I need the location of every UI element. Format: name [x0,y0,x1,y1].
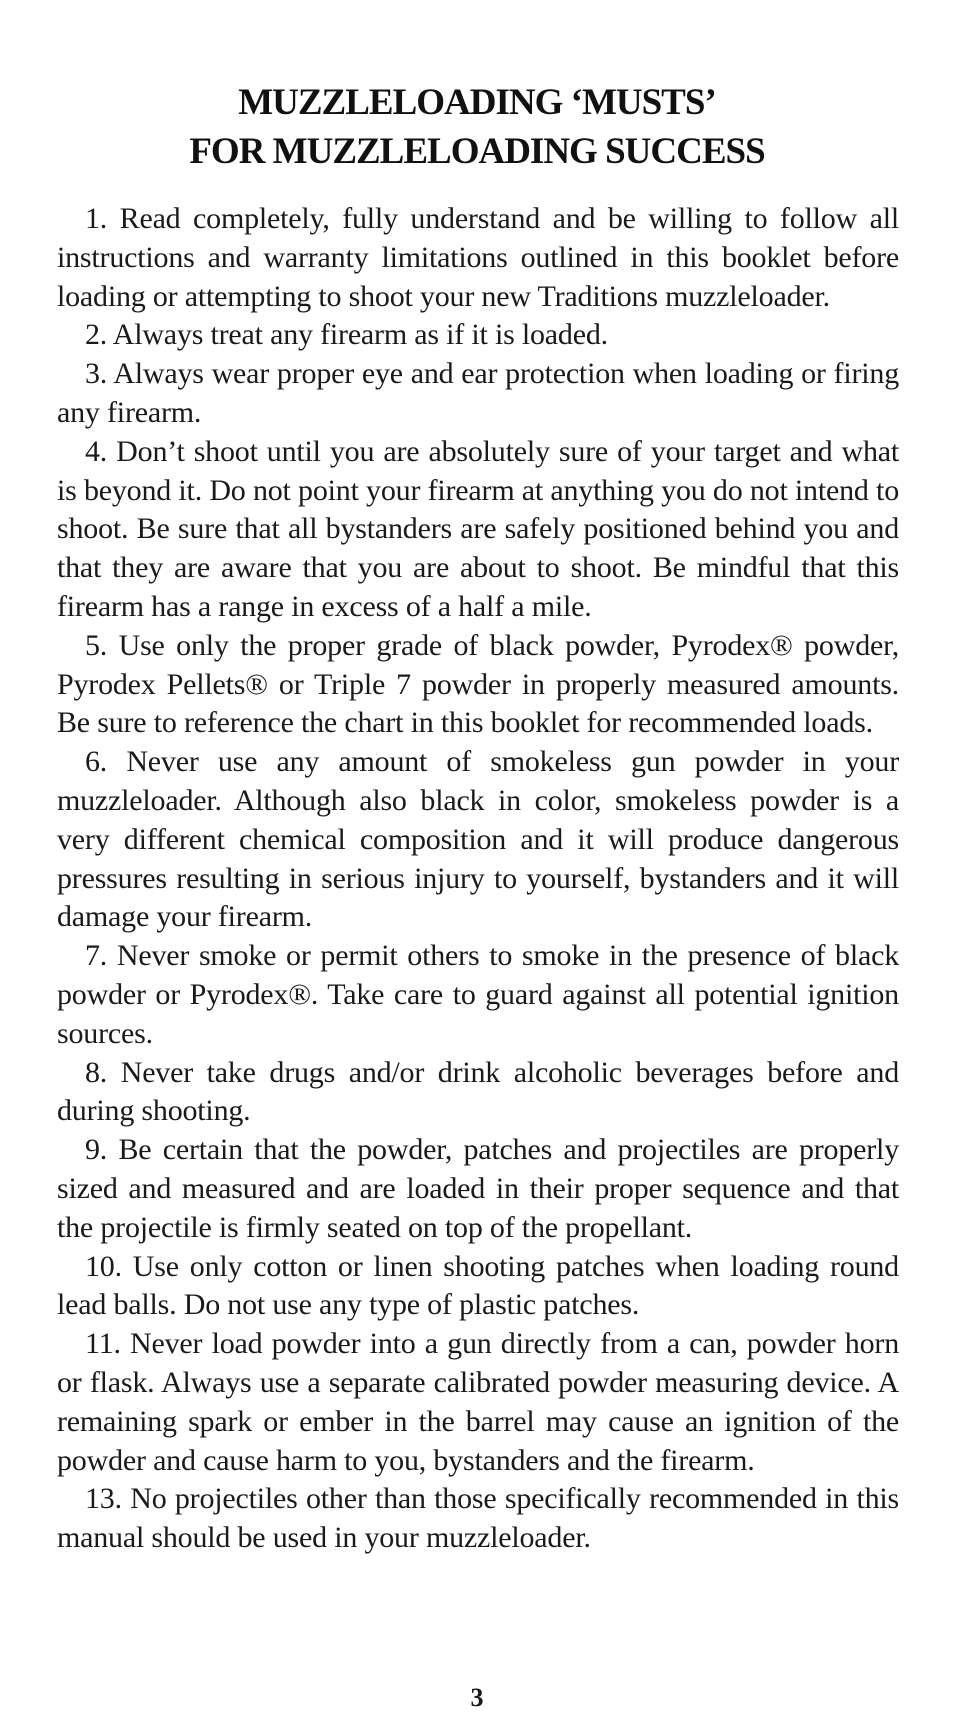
list-item: 13. No projectiles other than those specifically recommended in this manual should be used in your muzzleloader. [57,1482,899,1555]
list-item: 11. Never load powder into a gun directly from a can, powder horn or flask. Always use a separate calibrated powder measuring device. A remaining spark or ember in the barrel may cause an ignition of the powder and cause harm to you, bystanders and the firearm. [57,1327,899,1477]
page-number: 3 [470,1683,484,1712]
title-line-2: FOR MUZZLELOADING SUCCESS [189,131,765,172]
musts-list [57,200,899,1558]
list-item: 9. Be certain that the powder, patches and projectiles are properly sized and measured and are loaded in their proper sequence and that the projectile is firmly seated on top of the propellant. [57,1133,899,1244]
list-item: 3. Always wear proper eye and ear protection when loading or firing any firearm. [57,357,899,429]
list-item: 2. Always treat any firearm as if it is loaded. [85,318,608,352]
title-line-1: MUZZLELOADING ‘MUSTS’ [238,82,716,123]
list-item: 10. Use only cotton or linen shooting patches when loading round lead balls. Do not use any type of plastic patches. [57,1249,899,1322]
list-item: 5. Use only the proper grade of black powder, Pyrodex® powder, Pyrodex Pellets® or Triple 7 powder in properly measured amounts. Be sure to reference the chart in this booklet for recommended loads. [57,628,899,740]
page-title [0,78,954,176]
list-item: 7. Never smoke or permit others to smoke in the presence of black powder or Pyrodex®. Take care to guard against all potential ignition sources. [57,939,899,1050]
list-item: 4. Don’t shoot until you are absolutely sure of your target and what is beyond it. Do not point your firearm at anything you do not intend to shoot. Be sure that all bystanders are safely positioned behind you and that they are aware that you are about to shoot. Be mindful that this firearm has a range in excess of a half a mile. [57,434,899,623]
list-item: 1. Read completely, fully understand and be willing to follow all instructions and warranty limitations outlined in this booklet before loading or attempting to shoot your new Traditions muzzleloader. [57,202,899,313]
list-item: 8. Never take drugs and/or drink alcoholic beverages before and during shooting. [57,1055,899,1128]
list-item: 6. Never use any amount of smokeless gun powder in your muzzleloader. Although also black in color, smokeless powder is a very different chemical composition and it will produce dangerous pressures resulting in serious injury to yourself, bystanders and it will damage your firearm. [57,745,899,934]
